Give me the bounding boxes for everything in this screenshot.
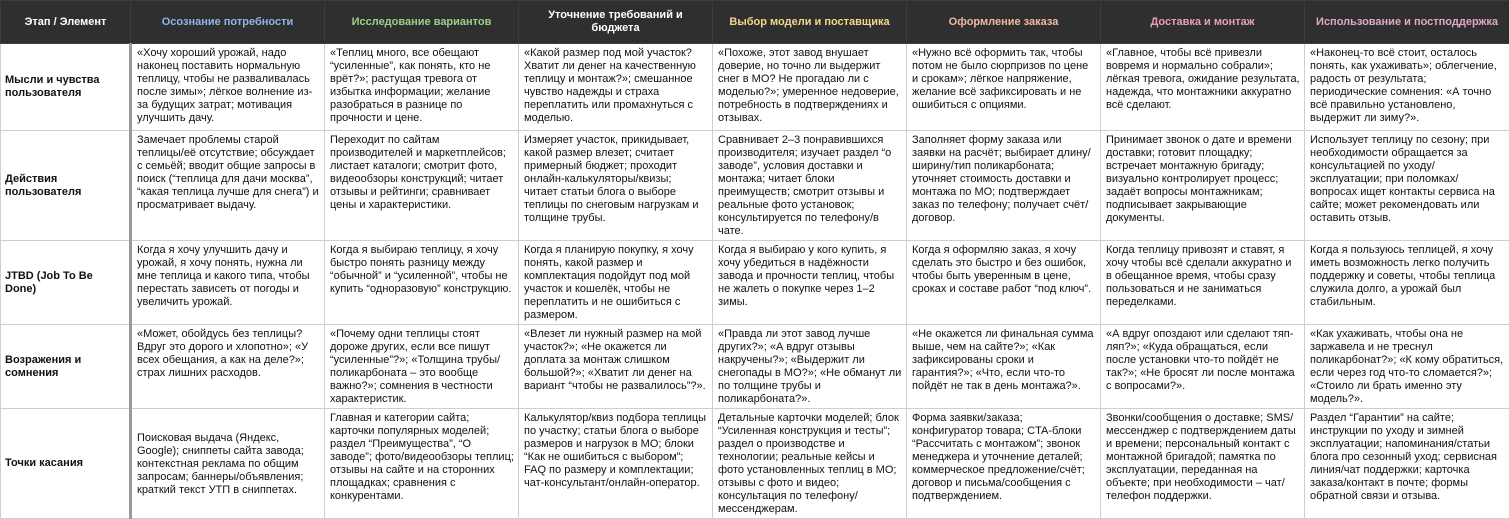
table-cell: Принимает звонок о дате и времени доставки; готовит площадку; встречает монтажную бригаду; визуально контролирует процесс; задаёт вопросы монтажникам; подписывает закрывающие документы. (1101, 131, 1305, 241)
table-row-actions (1, 131, 1509, 241)
row-header: JTBD (Job To Be Done) (1, 241, 131, 325)
table-row-touchpoints (1, 409, 1509, 519)
table-cell: Когда я выбираю у кого купить, я хочу убедиться в надёжности завода и прочности теплиц, чтобы не жалеть о покупке через 1–2 зимы. (713, 241, 907, 325)
table-cell: Детальные карточки моделей; блок “Усиленная конструкция и тесты”; раздел о производстве и технологии; реальные кейсы и фото установленных теплиц в МО; отзывы с фото и видео; консультация по телефону/мессенджерам. (713, 409, 907, 519)
table-cell: Заполняет форму заказа или заявки на расчёт; выбирает длину/ширину/тип поликарбоната; уточняет стоимость доставки и монтажа по МО; подтверждает заказ по телефону; получает счёт/договор. (907, 131, 1101, 241)
stage-header-delivery: Доставка и монтаж (1101, 1, 1305, 44)
table-cell: Переходит по сайтам производителей и маркетплейсов; листает каталоги; смотрит фото, видеообзоры конструкций; читает отзывы и рейтинги; сравнивает цены и характеристики. (325, 131, 519, 241)
table-cell: Главная и категории сайта; карточки популярных моделей; раздел “Преимущества”, “О заводе”; фото/видеообзоры теплиц; отзывы на сайте и на сторонних площадках; сравнения с конкурентами. (325, 409, 519, 519)
table-row-objections (1, 325, 1509, 409)
table-cell: «Теплиц много, все обещают “усиленные”, как понять, кто не врёт?»; растущая тревога от избытка информации; желание разобраться в разнице по прочности и цене. (325, 44, 519, 131)
table-cell: Когда я планирую покупку, я хочу понять, какой размер и комплектация подойдут под мой участок и кошелёк, чтобы не переплатить и не ошибиться с размером. (519, 241, 713, 325)
row-header: Действия пользователя (1, 131, 131, 241)
row-header: Возражения и сомнения (1, 325, 131, 409)
corner-header: Этап / Элемент (1, 1, 131, 44)
table-row-thoughts (1, 44, 1509, 131)
stage-header-awareness: Осознание потребности (131, 1, 325, 44)
stage-header-ordering: Оформление заказа (907, 1, 1101, 44)
table-cell: «Хочу хороший урожай, надо наконец поставить нормальную теплицу, чтобы не разваливалась после зимы»; лёгкое волнение из-за будущих затрат; мотивация улучшить дачу. (131, 44, 325, 131)
table-cell: Форма заявки/заказа; конфигуратор товара; CTA-блоки “Рассчитать с монтажом”; звонок менеджера и уточнение деталей; коммерческое предложение/счёт; договор и письма/сообщения с подтверждением. (907, 409, 1101, 519)
stage-header-vendor-choice: Выбор модели и поставщика (713, 1, 907, 44)
table-cell: Когда теплицу привозят и ставят, я хочу чтобы всё сделали аккуратно и в обещанное время, чтобы сразу пользоваться и не заниматься переделками. (1101, 241, 1305, 325)
table-cell: Когда я оформляю заказ, я хочу сделать это быстро и без ошибок, чтобы быть уверенным в цене, сроках и составе работ “под ключ”. (907, 241, 1101, 325)
table-cell: Измеряет участок, прикидывает, какой размер влезет; считает примерный бюджет; проходит онлайн-калькуляторы/квизы; читает статьи блога о выборе теплицы по снеговым нагрузкам и толщине трубы. (519, 131, 713, 241)
table-cell: «Какой размер под мой участок? Хватит ли денег на качественную теплицу и монтаж?»; смешанное чувство надежды и страха переплатить или промахнуться с моделью. (519, 44, 713, 131)
table-cell: Замечает проблемы старой теплицы/её отсутствие; обсуждает с семьёй; вводит общие запросы в поиск (“теплица для дачи москва”, “какая теплица лучше для снега”) и просматривает выдачу. (131, 131, 325, 241)
table-row-jtbd (1, 241, 1509, 325)
table-cell: «Как ухаживать, чтобы она не заржавела и не треснул поликарбонат?»; «К кому обратиться, если через год что-то сломается?»; «Стоило ли брать именно эту модель?». (1305, 325, 1509, 409)
table-cell: Когда я пользуюсь теплицей, я хочу иметь возможность легко получить поддержку и советы, чтобы теплица служила долго, а урожай был стабильным. (1305, 241, 1509, 325)
table-cell: «Не окажется ли финальная сумма выше, чем на сайте?»; «Как зафиксированы сроки и гарантия?»; «Что, если что-то пойдёт не так в день монтажа?». (907, 325, 1101, 409)
table-cell: Поисковая выдача (Яндекс, Google); сниппеты сайта завода; контекстная реклама по общим запросам; баннеры/объявления; краткий текст УТП в сниппетах. (131, 409, 325, 519)
table-cell: Раздел “Гарантии” на сайте; инструкции по уходу и зимней эксплуатации; напоминания/статьи блога про сезонный уход; сервисная линия/чат поддержки; карточка заказа/контакт в почте; формы обратной связи и отзыва. (1305, 409, 1509, 519)
table-cell: Звонки/сообщения о доставке; SMS/мессенджер с подтверждением даты и времени; персональный контакт с монтажной бригадой; памятка по эксплуатации, переданная на объекте; при необходимости – чат/телефон поддержки. (1101, 409, 1305, 519)
table-cell: «Нужно всё оформить так, чтобы потом не было сюрпризов по цене и срокам»; лёгкое напряжение, желание всё зафиксировать и не ошибиться с опциями. (907, 44, 1101, 131)
table-cell: «А вдруг опоздают или сделают тяп-ляп?»; «Куда обращаться, если после установки что-то пойдёт не так?»; «Не бросят ли после монтажа с вопросами?». (1101, 325, 1305, 409)
table-cell: Калькулятор/квиз подбора теплицы по участку; статьи блога о выборе размеров и нагрузок в МО; блоки “Как не ошибиться с выбором”; FAQ по размеру и комплектации; чат-консультант/онлайн-оператор. (519, 409, 713, 519)
table-cell: «Влезет ли нужный размер на мой участок?»; «Не окажется ли доплата за монтаж слишком большой?»; «Хватит ли денег на вариант “чтобы не развалилось”?». (519, 325, 713, 409)
row-header: Точки касания (1, 409, 131, 519)
stage-header-usage: Использование и постподдержка (1305, 1, 1509, 44)
table-cell: Сравнивает 2–3 понравившихся производителя; изучает раздел “о заводе”, условия доставки и монтажа; читает блоки преимуществ; смотрит отзывы и реальные фото установок; консультируется по телефону/в чате. (713, 131, 907, 241)
table-cell: Когда я хочу улучшить дачу и урожай, я хочу понять, нужна ли мне теплица и какого типа, чтобы перестать зависеть от погоды и увеличить урожай. (131, 241, 325, 325)
table-cell: «Почему одни теплицы стоят дороже других, если все пишут “усиленные”?»; «Толщина трубы/поликарбоната – это вообще важно?»; сомнения в честности характеристик. (325, 325, 519, 409)
header-row (1, 1, 1509, 44)
table-cell: «Наконец-то всё стоит, осталось понять, как ухаживать»; облегчение, радость от результата; периодические сомнения: «А точно всё правильно установлено, выдержит ли зиму?». (1305, 44, 1509, 131)
table-cell: Когда я выбираю теплицу, я хочу быстро понять разницу между “обычной” и “усиленной”, чтобы не купить “одноразовую” конструкцию. (325, 241, 519, 325)
table-cell: «Может, обойдусь без теплицы? Вдруг это дорого и хлопотно»; «У всех обещания, а как на деле?»; страх лишних расходов. (131, 325, 325, 409)
stage-header-requirements: Уточнение требований и бюджета (519, 1, 713, 44)
stage-header-research: Исследование вариантов (325, 1, 519, 44)
table-cell: Использует теплицу по сезону; при необходимости обращается за консультацией по уходу/эксплуатации; при поломках/вопросах ищет контакты сервиса на сайте; может рекомендовать или оставить отзыв. (1305, 131, 1509, 241)
table-cell: «Похоже, этот завод внушает доверие, но точно ли выдержит снег в МО? Не прогадаю ли с моделью?»; умеренное недоверие, потребность в подтверждениях и отзывах. (713, 44, 907, 131)
table-cell: «Правда ли этот завод лучше других?»; «А вдруг отзывы накручены?»; «Выдержит ли снегопады в МО?»; «Не обманут ли по толщине трубы и поликарбоната?». (713, 325, 907, 409)
table-cell: «Главное, чтобы всё привезли вовремя и нормально собрали»; лёгкая тревога, ожидание результата, надежда, что монтажники аккуратно всё сделают. (1101, 44, 1305, 131)
row-header: Мысли и чувства пользователя (1, 44, 131, 131)
